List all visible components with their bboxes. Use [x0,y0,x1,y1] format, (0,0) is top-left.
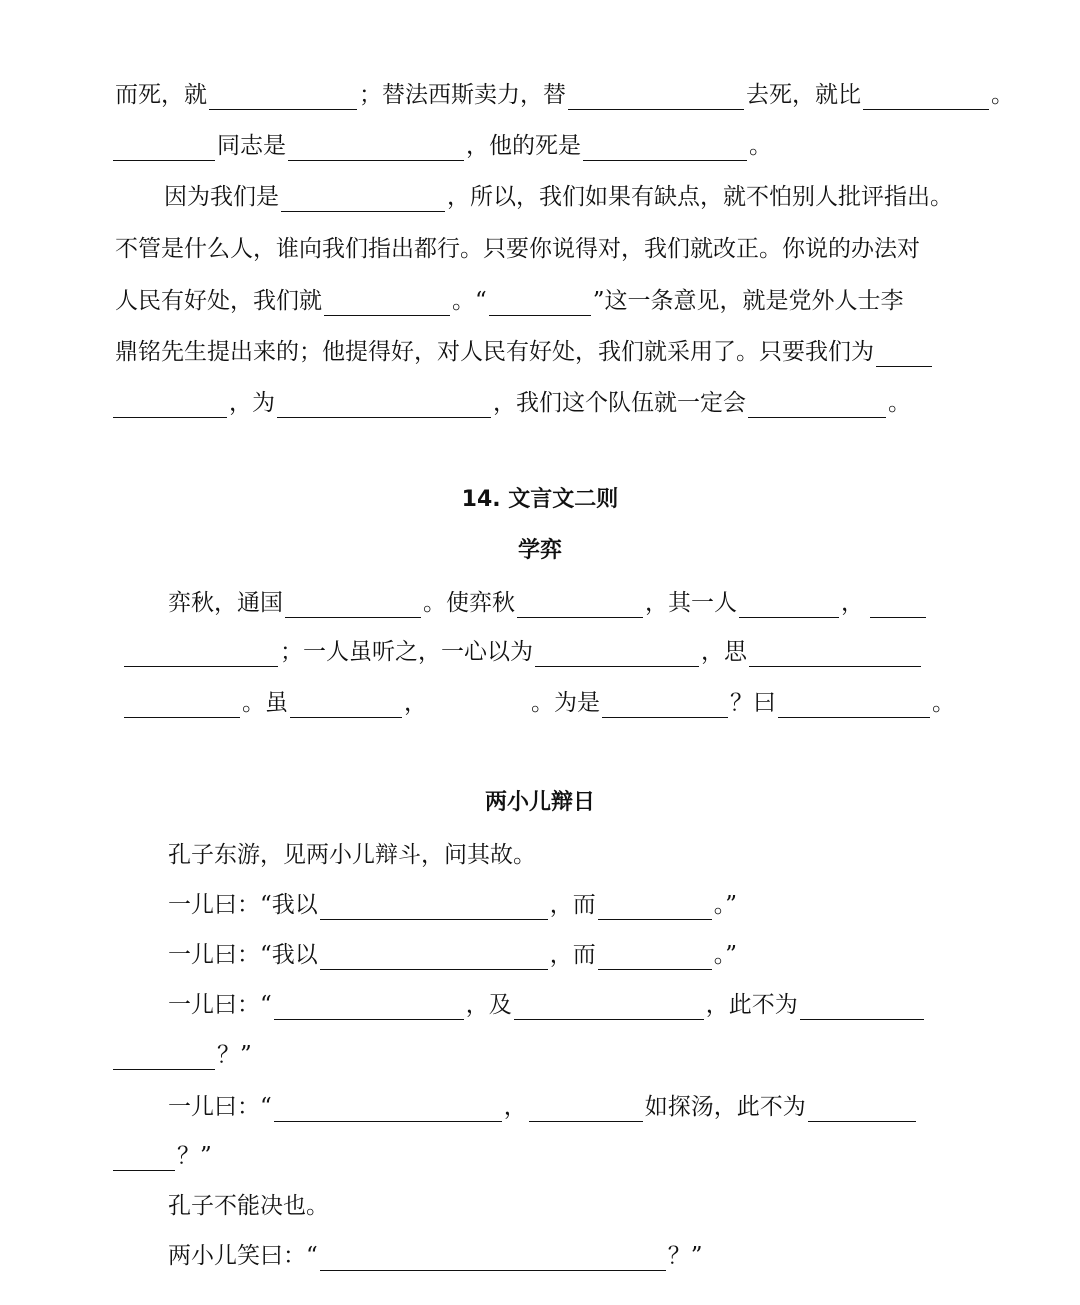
passage-line-6 [0,337,1080,367]
fill-blank[interactable] [535,644,699,667]
xueyi-line-2 [0,637,1080,667]
passage-text: 孔子不能决也。 [168,1193,329,1219]
fill-blank[interactable] [274,1099,502,1122]
fill-blank[interactable] [808,1099,916,1122]
fill-blank[interactable] [739,595,839,618]
passage-text: ，思 [701,639,747,665]
passage-text: ？” [217,1042,252,1068]
fill-blank[interactable] [288,138,464,161]
passage-text: 一儿曰：“ [168,992,272,1018]
passage-text: 如探汤，此不为 [644,1094,806,1120]
fill-blank[interactable] [113,395,227,418]
fill-blank[interactable] [749,644,921,667]
passage-line-7 [0,388,1080,418]
fill-blank[interactable] [598,897,712,920]
passage-text: ；一人虽听之，一心以为 [280,639,533,665]
passage-text: 。使弈秋 [423,590,515,616]
passage-text: ？” [667,1243,703,1269]
passage-text: ，我们这个队伍就一定会 [493,390,746,416]
fill-blank[interactable] [778,695,930,718]
passage-line-2 [0,131,1080,161]
passage-text: 。 [991,82,1014,108]
passage-text: 。” [713,942,738,968]
passage-text: ， [503,1094,527,1120]
fill-blank[interactable] [870,595,926,618]
lxe-line-3 [0,940,1080,970]
passage-text: ；替法西斯卖力，替 [359,82,566,108]
fill-blank[interactable] [598,947,712,970]
passage-text: 。虽 [242,690,288,716]
fill-blank[interactable] [281,189,445,212]
fill-blank[interactable] [324,293,450,316]
fill-blank[interactable] [320,897,548,920]
lxe-line-9 [0,1241,1080,1271]
fill-blank[interactable] [800,997,924,1020]
xueyi-line-1 [0,588,1080,618]
passage-text: 一儿曰：“我以 [168,942,318,968]
passage-text: 两小儿笑曰：“ [168,1243,318,1269]
passage-text: ， [404,690,427,716]
fill-blank[interactable] [320,947,548,970]
fill-blank[interactable] [876,344,932,367]
passage-text: 人民有好处，我们就 [115,288,322,314]
passage-text: 鼎铭先生提出来的；他提得好，对人民有好处，我们就采用了。只要我们为 [115,339,874,365]
passage-line-5 [0,286,1080,316]
fill-blank[interactable] [863,87,989,110]
passage-text: ，他的死是 [466,133,581,159]
passage-text: ？” [177,1143,212,1169]
passage-text: 。 [749,133,772,159]
passage-line-4 [0,234,1080,264]
fill-blank[interactable] [489,293,591,316]
fill-blank[interactable] [568,87,744,110]
passage-text: 。 [932,690,955,716]
passage-line-3 [0,182,1080,212]
lxe-line-2 [0,890,1080,920]
fill-blank[interactable] [529,1099,643,1122]
passage-text: ”这一条意见，就是党外人士李 [592,288,904,314]
lxe-line-1 [0,840,1080,870]
poem-title-liangxiaoer: 两小儿辩日 [484,790,595,815]
section-title: 14. 文言文二则 [461,487,619,512]
passage-text: 。“ [452,288,487,314]
passage-text: ，而 [549,892,596,918]
lxe-line-4 [0,990,1080,1020]
passage-text: ，其一人 [645,590,737,616]
fill-blank[interactable] [290,695,402,718]
passage-text: ，所以，我们如果有缺点，就不怕别人批评指出。 [447,184,953,210]
fill-blank[interactable] [583,138,747,161]
fill-blank[interactable] [320,1248,666,1271]
fill-blank[interactable] [124,644,278,667]
passage-text: 孔子东游，见两小儿辩斗，问其故。 [168,842,536,868]
passage-text: 一儿曰：“ [168,1094,272,1120]
passage-text: 同志是 [217,133,286,159]
passage-text: 。为是 [531,690,600,716]
poem-title-xueyi: 学弈 [517,538,562,563]
passage-text: 不管是什么人，谁向我们指出都行。只要你说得对，我们就改正。你说的办法对 [115,236,920,262]
fill-blank[interactable] [517,595,643,618]
passage-text: ，为 [229,390,275,416]
fill-blank[interactable] [113,138,215,161]
passage-text: 。 [888,390,911,416]
passage-text: 一儿曰：“我以 [168,892,318,918]
passage-line-1 [0,80,1080,110]
fill-blank[interactable] [209,87,357,110]
fill-blank[interactable] [274,997,464,1020]
fill-blank[interactable] [285,595,421,618]
passage-text: 弈秋，通国 [168,590,283,616]
fill-blank[interactable] [748,395,886,418]
fill-blank[interactable] [113,1148,175,1171]
lxe-line-5 [0,1040,1080,1070]
passage-text: ， [841,590,864,616]
passage-text: 因为我们是 [164,184,279,210]
fill-blank[interactable] [602,695,728,718]
lxe-line-8 [0,1191,1080,1221]
passage-text: ，此不为 [705,992,798,1018]
passage-text: ，及 [465,992,512,1018]
passage-text: 而死，就 [115,82,207,108]
fill-blank[interactable] [514,997,704,1020]
passage-text: 。” [713,892,738,918]
passage-text: ，而 [549,942,596,968]
passage-text: ？曰 [730,690,776,716]
fill-blank[interactable] [277,395,491,418]
lxe-line-7 [0,1141,1080,1171]
lxe-line-6 [0,1092,1080,1122]
fill-blank[interactable] [113,1047,215,1070]
xueyi-line-3 [0,688,1080,718]
passage-text: 去死，就比 [746,82,861,108]
fill-blank[interactable] [124,695,240,718]
